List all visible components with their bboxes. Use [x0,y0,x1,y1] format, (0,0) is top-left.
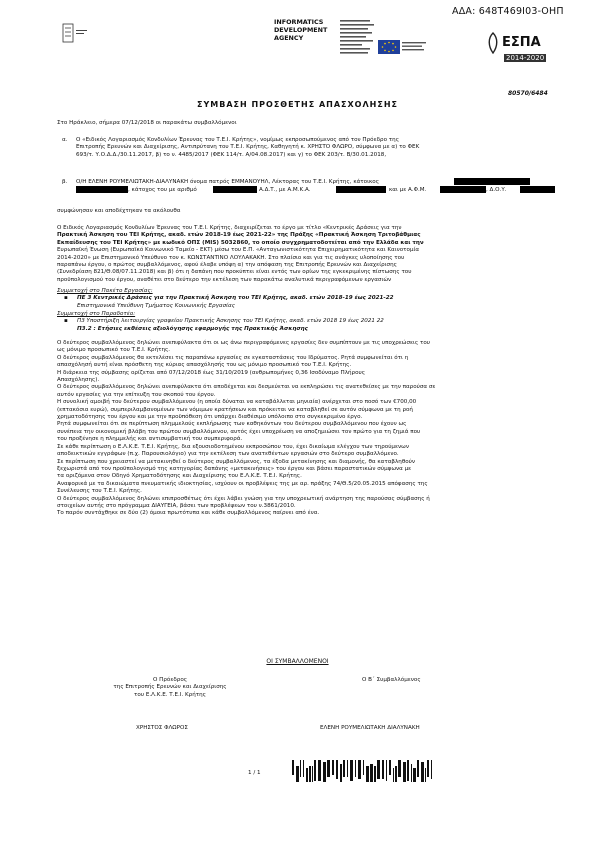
terms-line: Απασχόλησης). [57,377,100,384]
project-line: Ο Ειδικός Λογαριασμός Κονδυλίων Έρευνας του Τ.Ε.Ι. Κρήτης, διαχειρίζεται το έργο με τίτλο «Κεντρικές Δράσεις για την [57,225,402,231]
signatories-heading: ΟΙ ΣΥΜΒΑΛΛΟΜΕΝΟΙ [266,658,329,665]
party-a-line: Επιτροπής Ερευνών και Διαχείρισης, Αντιπρύτανη του Τ.Ε.Ι. Κρήτης, Καθηγητή κ. ΧΡΗΣΤΟ ΦΛΩΡΟ, σύμφωνα με α) το ΦΕΚ [76,144,420,151]
project-paragraph [57,225,557,284]
ida-line-1: INFORMATICS [274,18,324,26]
party-b-line-2a: , κάτοχος του με αριθμό [128,187,197,193]
package-item: ΠΕ 3 Κεντρικές Δράσεις για την Πρακτική Άσκηση του ΤΕΙ Κρήτης, ακαδ. ετών 2018-19 έως 2021-22 [77,295,394,301]
barcode-bar [370,764,373,782]
terms-line: Ρητά συμφωνείται ότι σε περίπτωση πλημμελούς εκπλήρωσης των καθηκόντων του δεύτερου συμβαλλόμενου που έχουν ως [57,421,407,428]
barcode-bar [398,760,401,777]
espa-logo [486,30,550,64]
terms-line: Ο δεύτερος συμβαλλόμενος δηλώνει ανεπιφύλακτα ότι οι ως άνω περιγραφόμενες εργασίες δεν συμπίπτουν με τις υποχρεώσεις του [57,340,431,346]
terms-line: αυτόν εργασίες για την επίτευξη του σκοπού του έργου. [57,391,216,398]
project-line: Εκπαίδευσης του ΤΕΙ Κρήτης» με κωδικό ΟΠΣ (MIS) 5032860, το οποίο συγχρηματοδοτείται από την Ελλάδα και την [57,239,424,246]
ada-code: ΑΔΑ: 648Τ469Ι03-ΟΗΠ [452,6,564,17]
party-b-line-2c: και με Α.Φ.Μ. [389,187,427,193]
espa-label: ΕΣΠΑ [502,35,541,50]
terms-line: Ο δεύτερος συμβαλλόμενος δηλώνει επιπροσθέτως ότι έχει λάβει γνώση για την υποχρεωτική ανάρτηση της παρούσας σύμβασης ή [57,495,430,502]
protocol-number: 80570/6484 [508,90,548,97]
redacted-id-number [213,186,257,193]
barcode-bar [343,760,345,777]
party-b-line-2b: Α.Δ.Τ., με Α.Μ.Κ.Α. [259,187,311,193]
terms-line: Σε περίπτωση που χρειαστεί να μετακινηθεί ο δεύτερος συμβαλλόμενος, τα έξοδα μετακίνησης και διαμονής, θα καταβληθούν [57,458,416,465]
barcode-bar [377,760,380,779]
package-bullet: ▪ [64,295,68,301]
project-line: προϋπολογισμού του έργου, αναθέτει στο δεύτερο την εκτέλεση των παρακάτω αναλυτικά περιγραφόμενων εργασιών [57,276,392,283]
project-line: (Συνεδρίαση 821/Θ.08/07.11.2018) και β) ότι η δαπάνη που προκύπτει είναι εντός των ορίων της εγκεκριμένης πίστωσης του [57,269,412,276]
barcode-bar [382,760,384,779]
redacted-address-2 [76,186,128,193]
document-title: ΣΥΜΒΑΣΗ ΠΡΟΣΘΕΤΗΣ ΑΠΑΣΧΟΛΗΣΗΣ [197,100,398,109]
project-line: Πρακτική Άσκηση του ΤΕΙ Κρήτης, ακαδ. ετών 2018-19 έως 2021-22» της Πράξης «Πρακτική Άσκηση Τριτοβάθμιας [57,232,421,239]
barcode-bar [292,760,294,775]
deliverable-bullet: ▪ [64,318,68,324]
party-b-line-2d: , Δ.Ο.Υ. [486,187,507,193]
terms-block [57,340,557,518]
barcode-bar [417,760,419,777]
barcode-bar [431,760,432,779]
deliverable-heading: Συμμετοχή στο Παραδοτέο: [57,311,136,317]
espa-mark-icon [486,32,500,54]
barcode-bar [300,760,301,777]
barcode-bar [427,760,429,777]
barcode-bar [347,760,348,777]
barcode-bar [407,760,409,781]
project-line: παραπάνω έργου, ο πρώτος συμβαλλόμενος, αφού έλαβε υπόψη α) την απόφαση της Επιτροπής Ερευνών και Διαχείρισης [57,262,397,269]
terms-line: τα οριζόμενα στον Οδηγό Χρηματοδότησης και Διαχείρισης του Ε.Λ.Κ.Ε. Τ.Ε.Ι. Κρήτης. [57,473,302,480]
barcode-bar [358,760,361,779]
terms-line: συνέπεια την οικονομική βλάβη του πρώτου συμβαλλόμενου, αυτός έχει υποχρέωση να αποζημιώσει τον πρώτο για τη ζημιά που [57,428,421,435]
institution-seal-icon [62,22,88,44]
informatics-agency-logo [274,18,344,42]
barcode-bar [350,760,353,781]
signatory-left-line: του Ε.Λ.Κ.Ε. Τ.Ε.Ι. Κρήτης [134,691,206,698]
barcode-bar [389,760,391,775]
barcode-bar [336,760,338,779]
party-a-text [76,137,556,159]
barcode-bar [332,760,334,775]
barcode-bar [309,766,311,782]
barcode-bar [323,762,326,782]
party-a-label: α. [62,137,68,143]
barcode-bar [314,760,316,781]
barcode-bar [363,760,364,775]
party-b-line-1: Ο/Η ΕΛΕΝΗ ΡΟΥΜΕΛΙΩΤΑΚΗ-ΔΙΑΛΥΝΑΚΗ όνομα πατρός ΕΜΜΑΝΟΥΗΛ, Λέκτορας του Τ.Ε.Ι. Κρήτης, κάτοικος [76,179,379,185]
signatory-right-title: Ο Β΄ Συμβαλλόμενος [362,677,421,683]
signatory-right-name: ΕΛΕΝΗ ΡΟΥΜΕΛΙΩΤΑΚΗ ΔΙΑΛΥΝΑΚΗ [320,725,420,731]
project-line: 2014-2020» με Επιστημονικό Υπεύθυνο τον κ. ΚΩΝΣΤΑΝΤΙΝΟ ΛΟΥΛΑΚΑΚΗ. Στο πλαίσιο και για τις ανάγκες υλοποίησης του [57,254,405,261]
terms-line: ξεχωριστά από τον προϋπολογισμό της κατηγορίας δαπάνης «μετακινήσεις» του έργου και βάσει παραστατικών σύμφωνα με [57,465,412,472]
package-sub: Επιστημονικά Υπεύθυνη Τμήματος Κοινωνικής Εργασίας [77,303,235,309]
redacted-doy [520,186,555,193]
barcode-bar [296,766,299,782]
redacted-afm [440,186,486,193]
header [0,0,595,90]
terms-line: Συνέλευσης του Τ.Ε.Ι. Κρήτης. [57,488,142,495]
redacted-amka [336,186,386,193]
barcode-bar [340,764,342,782]
party-b-label: β. [62,179,68,185]
barcode-bar [374,766,376,782]
terms-line: Η διάρκεια της σύμβασης ορίζεται από 07/12/2018 έως 31/10/2019 (ανθρωπομήνες 0,36 Ισοδύναμο Πλήρους [57,369,366,376]
ida-line-3: AGENCY [274,34,304,42]
terms-line: Ο δεύτερος συμβαλλόμενος δηλώνει ανεπιφύλακτα ότι αποδέχεται και δεσμεύεται να εκπληρώσει τις ανατεθείσες με την παρούσα σε [57,384,436,391]
ida-line-2: DEVELOPMENT [274,26,328,34]
barcode-bar [425,768,426,782]
terms-line: χρηματοδότησης του έργου και με την προϋπόθεση ότι υπάρχει διαθέσιμο υπόλοιπο στο συγκεκριμένο έργο. [57,414,363,421]
intro-line: Στο Ηράκλειο, σήμερα 07/12/2018 οι παρακάτω συμβαλλόμενοι [57,120,237,126]
terms-line: Σε κάθε περίπτωση ο Ε.Λ.Κ.Ε. Τ.Ε.Ι. Κρήτης, δια εξουσιοδοτημένου εκπροσώπου του, έχει δικαίωμα ελέγχου των τηρούμενων [57,443,409,450]
barcode-bar [421,762,424,782]
project-line: Ευρωπαϊκή Ένωση (Ευρωπαϊκό Κοινωνικό Ταμείο - ΕΚΤ) μέσω του Ε.Π. «Ανταγωνιστικότητα Επιχειρηματικότητα και Καινοτομία [57,247,420,254]
agreed-line: συμφώνησαν και αποδέχτηκαν τα ακόλουθα [57,208,181,214]
terms-line: ως μόνιμο προσωπικό του Τ.Ε.Ι. Κρήτης. [57,347,171,354]
terms-line: αποδεικτικών εγγράφων (π.χ. Παρουσιολόγιο) για την εκτέλεση των ανατεθέντων εργασιών στο δεύτερο συμβαλλόμενο. [57,451,399,458]
page-indicator: 1 / 1 [248,770,261,776]
barcode-bar [318,760,321,781]
barcode-bar [393,768,394,782]
barcode-bar [306,768,308,782]
signatory-left-title [100,677,240,699]
barcode-bar [386,760,387,781]
barcode-bar [312,766,313,782]
signatory-left-name: ΧΡΗΣΤΟΣ ΦΛΩΡΟΣ [136,725,188,731]
espa-years: 2014-2020 [506,54,545,62]
terms-line: Το παρόν συντάχθηκε σε δύο (2) όμοια πρωτότυπα και κάθε συμβαλλόμενος παίρνει από ένα. [57,510,320,517]
terms-line: στοιχείων αυτής στο πρόγραμμα ΔΙΑΥΓΕΙΑ, βάσει των προβλέψεων του ν.3861/2010. [57,502,296,509]
barcode-bar [355,760,356,777]
barcode-bar [327,760,330,777]
redacted-address [454,178,530,185]
terms-line: του προξένησε η πλημμελής και αντισυμβατική του συμπεριφορά. [57,436,243,443]
barcode-bar [411,764,412,782]
barcode-bar [395,766,397,782]
terms-line: Η συνολική αμοιβή του δεύτερου συμβαλλόμενου (η οποία δύναται να καταβάλλεται μηνιαία) ανέρχεται στο ποσό των €700,00 [57,399,417,406]
barcode-bar [366,766,369,782]
barcode-bar [303,760,304,777]
party-a-line: Ο «Ειδικός Λογαριασμός Κονδυλίων Έρευνας του Τ.Ε.Ι. Κρήτης», νομίμως εκπροσωπούμενος από τον Πρόεδρο της [76,137,400,143]
barcode-icon [290,760,436,782]
terms-line: Αναφορικά με τα δικαιώματα πνευματικής ιδιοκτησίας, ισχύουν οι προβλέψεις της με αρ. πράξης 74/Θ.5/20.05.2015 απόφασης της [57,480,428,487]
terms-line: (επτακόσια ευρώ), συμπεριλαμβανομένων των νόμιμων κρατήσεων και πρόκειται να καταβληθεί σε αυτόν σύμφωνα με τη ροή [57,406,413,413]
signatory-left-line: της Επιτροπής Ερευνών και Διαχείρισης [113,684,227,691]
terms-line: απασχόλησή αυτή είναι πρόσθετη της κύριας απασχόλησής του ως μόνιμο προσωπικό του Τ.Ε.Ι. Κρήτης. [57,362,352,369]
party-a-line: 693/τ. Υ.Ο.Δ.Δ./30.11.2017, β) το ν. 4485/2017 (ΦΕΚ 114/τ. Α/04.08.2017) και γ) το ΦΕΚ 203/τ. Β/30.01.2018, [76,151,387,158]
package-heading: Συμμετοχή στο Πακέτο Εργασίας: [57,288,153,294]
terms-line: Ο δεύτερος συμβαλλόμενος θα εκτελέσει τις παραπάνω εργασίες σε εγκαταστάσεις του Ιδρύματος. Ρητά συμφωνείται ότι η [57,354,409,361]
signatory-left-line: Ο Πρόεδρος [152,677,188,683]
deliverable-sub: Π3.2 : Ετήσιες εκθέσεις αξιολόγησης εφαρμογής της Πρακτικής Άσκησης [77,326,308,332]
barcode-bar [403,762,406,782]
funding-logos-block [338,18,458,60]
barcode-bar [413,768,416,782]
deliverable-item: Π3 Υποστήριξη λειτουργίας γραφείου Πρακτικής Άσκησης του ΤΕΙ Κρήτης, ακαδ. ετών 2018 19 έως 2021 22 [77,318,384,324]
